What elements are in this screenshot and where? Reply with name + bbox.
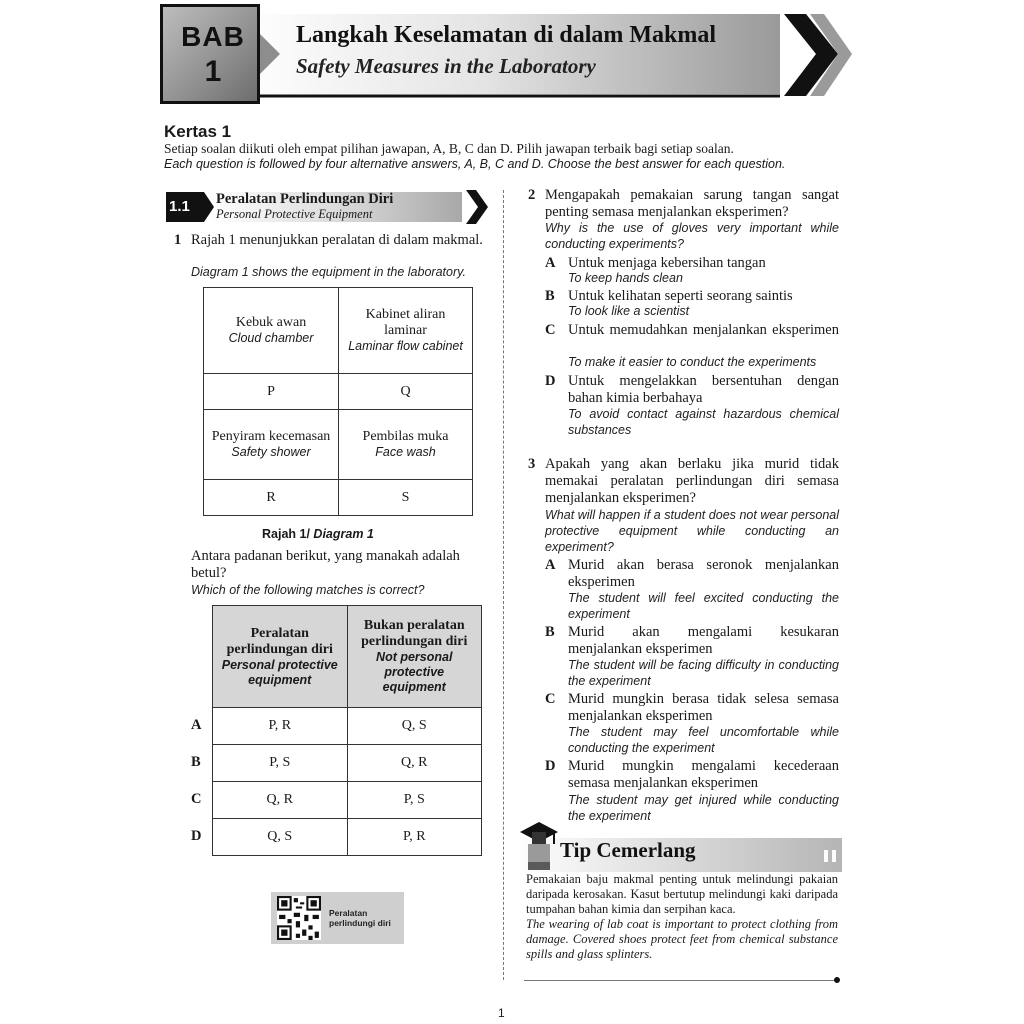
q1-text-ms: Rajah 1 menunjukkan peralatan di dalam makmal. [191,232,483,248]
q1-ask-ms: Antara padanan berikut, yang manakah adalah betul? [191,548,460,581]
q2-option-a-letter: A [545,255,556,271]
diagram-cell-laminar-flow: Kabinet aliran laminar Laminar flow cabinet [339,288,473,374]
q2-option-d-ms: Untuk mengelakkan bersentuhan dengan bahan kimia berbahaya [568,373,839,406]
diagram-cell-cloud-chamber: Kebuk awan Cloud chamber [204,288,339,374]
page-number: 1 [498,1006,505,1020]
answer-letter-b: B [191,754,201,770]
q3-option-c-ms: Murid mungkin berasa tidak selesa semasa menjalankan eksperimen [568,691,839,724]
q1-ask-en: Which of the following matches is correct? [191,583,425,597]
qr-label: Peralatan perlindungi diri [329,908,391,928]
q3-option-c-en: The student may feel uncomfortable while conducting the experiment [568,725,839,755]
qr-block [271,892,404,944]
answer-d-ppe: Q, S [213,819,348,856]
q3-option-c-letter: C [545,691,556,707]
q3-number: 3 [528,456,536,472]
instructions-ms: Setiap soalan diikuti oleh empat pilihan jawapan, A, B, C dan D. Pilih jawapan terbaik bagi setiap soalan. [164,141,734,156]
tip-body-en: The wearing of lab coat is important to protect clothing from damage. Covered shoes protect feet from chemical substance spills and glass splinters. [526,917,838,961]
diagram-caption-ms: Rajah 1/ [262,527,310,541]
q2-option-b-en: To look like a scientist [568,304,690,318]
section-tag [166,188,488,226]
chapter-number: 1 [204,55,222,88]
answer-letter-a: A [191,717,202,733]
diagram-caption-en: Diagram 1 [313,527,374,541]
answer-letter-d: D [191,828,202,844]
q3-option-a-en: The student will feel excited conducting the experiment [568,591,839,621]
tip-bar-mark [824,850,828,862]
chapter-number-box [160,4,260,104]
answer-header-ppe: Peralatan perlindungan diri Personal protective equipment [213,606,348,708]
graduation-cap-icon [520,820,558,872]
q2-text-en: Why is the use of gloves very important while conducting experiments? [545,221,839,251]
diagram-caption [262,527,374,541]
answer-header-not-ppe: Bukan peralatan perlindungan diri Not personal protective equipment [347,606,482,708]
q1-text-en: Diagram 1 shows the equipment in the laboratory. [191,265,466,279]
q2-option-b-letter: B [545,288,555,304]
answer-a-ppe: P, R [213,708,348,745]
answer-a-not-ppe: Q, S [347,708,482,745]
q3-option-a-letter: A [545,557,556,573]
answer-d-not-ppe: P, R [347,819,482,856]
q1-number: 1 [174,232,182,248]
answer-c-not-ppe: P, S [347,782,482,819]
chapter-title: Langkah Keselamatan di dalam Makmal [296,22,717,48]
tip-body-ms: Pemakaian baju makmal penting untuk melindungi pakaian daripada kerosakan. Kasut bertutup melindungi kaki daripada tumpahan bahan kimia dan serpihan kaca. [526,872,838,916]
diagram-1-table [203,287,473,516]
q3-text-ms: Apakah yang akan berlaku jika murid tidak memakai peralatan perlindungan diri semasa menjalankan eksperimen? [545,456,839,506]
q3-option-d-en: The student may get injured while conducting the experiment [568,793,839,823]
q2-option-a-ms: Untuk menjaga kebersihan tangan [568,255,766,271]
diagram-cell-safety-shower: Penyiram kecemasan Safety shower [204,410,339,480]
column-divider [503,190,504,980]
tip-rule-dot [834,977,840,983]
q3-option-d-ms: Murid mungkin mengalami kecederaan semasa menjalankan eksperimen [568,758,839,791]
answer-letter-c: C [191,791,202,807]
tip-box [516,820,842,985]
q2-text-ms: Mengapakah pemakaian sarung tangan sangat penting semasa menjalankan eksperimen? [545,187,839,220]
diagram-cell-face-wash: Pembilas muka Face wash [339,410,473,480]
q2-option-a-en: To keep hands clean [568,271,683,285]
q3-option-a-ms: Murid akan berasa seronok menjalankan eksperimen [568,557,839,590]
answer-c-ppe: Q, R [213,782,348,819]
q3-option-b-ms: Murid akan mengalami kesukaran menjalankan eksperimen [568,624,839,657]
chapter-banner [160,4,850,108]
chapter-label: BAB [181,21,245,52]
q2-option-c-ms: Untuk memudahkan menjalankan eksperimen [568,322,839,338]
q2-option-c-en: To make it easier to conduct the experiments [568,355,817,369]
qr-code-icon [277,896,321,940]
instructions-en: Each question is followed by four alternative answers, A, B, C and D. Choose the best answer for each question. [164,157,786,171]
q2-option-d-en: To avoid contact against hazardous chemical substances [568,407,839,437]
section-number: 1.1 [169,198,190,215]
chapter-subtitle: Safety Measures in the Laboratory [296,54,596,78]
q3-option-b-letter: B [545,624,555,640]
answer-table [212,605,482,856]
diagram-label-p: P [204,374,339,410]
diagram-label-r: R [204,480,339,516]
paper-heading: Kertas 1 [164,122,232,141]
q2-number: 2 [528,187,536,203]
q2-option-b-ms: Untuk kelihatan seperti seorang saintis [568,288,793,304]
answer-b-not-ppe: Q, R [347,745,482,782]
q2-option-d-letter: D [545,373,556,389]
tip-bottom-rule [524,980,838,981]
q2-option-c-letter: C [545,322,556,338]
q3-option-b-en: The student will be facing difficulty in conducting the experiment [568,658,839,688]
q3-text-en: What will happen if a student does not wear personal protective equipment while conducting an experiment? [545,508,839,554]
tip-title: Tip Cemerlang [560,838,696,862]
answer-b-ppe: P, S [213,745,348,782]
tip-body [526,872,838,962]
section-title-en: Personal Protective Equipment [216,207,373,221]
q3-option-d-letter: D [545,758,556,774]
diagram-label-q: Q [339,374,473,410]
diagram-label-s: S [339,480,473,516]
tip-bar-mark [832,850,836,862]
section-title-ms: Peralatan Perlindungan Diri [216,191,394,207]
